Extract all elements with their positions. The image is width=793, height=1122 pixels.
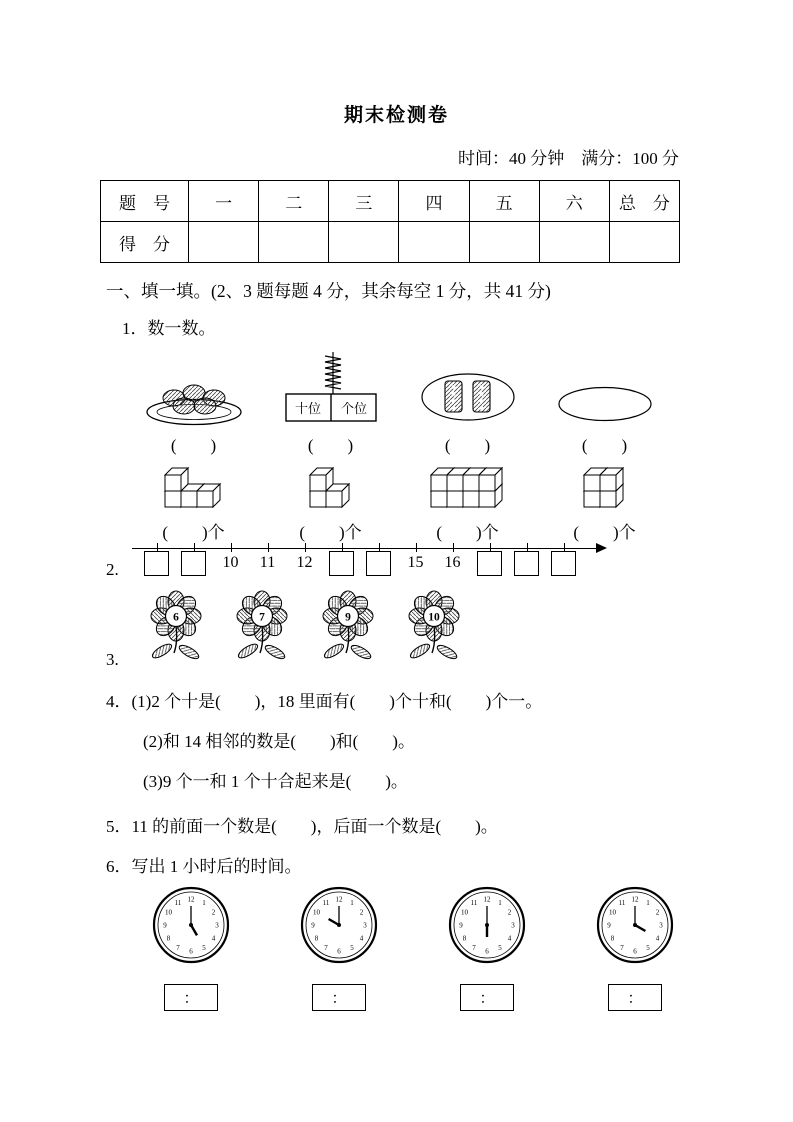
score-table-cell: 五 [469,181,539,222]
clock-face [151,885,231,970]
numberline-number: 16 [444,554,461,571]
question5-text: 5．11 的前面一个数是( )，后面一个数是( )。 [106,817,498,836]
q4-line-2: (2)和 14 相邻的数是( )和( )。 [143,732,415,751]
svg-text:3: 3 [659,921,663,930]
number-line-figure [132,538,614,590]
question1-label: 1．数一数。 [122,319,216,338]
q1-cube-figure-2 [262,455,399,543]
svg-text:12: 12 [631,895,639,904]
numberline-slot [397,550,434,576]
numberline-slot [286,550,323,576]
svg-text:9: 9 [311,921,315,930]
q1-cube-figure-1 [125,455,262,543]
q1-item-dominoes [399,342,536,456]
q6-clocks-row [150,885,676,1011]
q3-flowers-row [136,590,474,664]
q1-item-oval [536,342,673,456]
svg-text:6: 6 [633,947,637,956]
svg-text:6: 6 [485,947,489,956]
q1-cube-figure-3 [399,455,536,543]
flower-figure [308,590,388,664]
clock-item [446,885,528,1011]
flower-figure [394,590,474,664]
svg-text:2: 2 [211,908,216,917]
time-answer-box[interactable] [312,984,366,1011]
score-table-cell: 四 [399,181,469,222]
clock-item [150,885,232,1011]
svg-text:5: 5 [202,943,206,952]
numberline-number: 12 [296,554,313,571]
numberline-fill-box[interactable] [329,551,354,576]
svg-text:11: 11 [322,898,330,907]
svg-text:3: 3 [363,921,367,930]
q1-pictures-row [125,342,673,456]
numberline-number: 10 [222,554,239,571]
svg-text:1: 1 [350,898,354,907]
answer-blank[interactable]: ( ) [581,436,628,455]
numberline-slot [434,550,471,576]
score-input-cell[interactable] [259,222,329,263]
answer-blank[interactable]: ( ) [307,436,354,455]
svg-text:2: 2 [507,908,512,917]
score-row-label: 得 分 [101,222,189,263]
q1-item-counter [262,342,399,456]
svg-text:5: 5 [646,943,650,952]
svg-text:4: 4 [359,934,364,943]
place-value-counter-image [281,348,381,426]
question2-label: 2. [106,560,119,579]
page-title: 期末检测卷 [343,105,449,126]
numberline-fill-box[interactable] [551,551,576,576]
answer-blank-count[interactable]: ( )个 [299,523,362,542]
clock-item [594,885,676,1011]
q1-cube-figure-4 [536,455,673,543]
numberline-fill-box[interactable] [181,551,206,576]
cube-figure-image [580,457,630,513]
answer-blank-count[interactable]: ( )个 [436,523,499,542]
time-answer-box[interactable] [164,984,218,1011]
score-table-cell: 二 [259,181,329,222]
clock-face [299,885,379,970]
score-table-cell-label: 题 号 [101,181,189,222]
svg-text:12: 12 [483,895,491,904]
numberline-number: 15 [407,554,424,571]
svg-text:1: 1 [202,898,206,907]
flower-center-number: 9 [345,611,351,624]
clock-face [595,885,675,970]
q1-item-plate [125,342,262,456]
svg-text:8: 8 [166,934,171,943]
flower-center-number: 6 [173,611,179,624]
time-score-meta: 时间：40 分钟 满分：100 分 [458,149,679,168]
clock-item [298,885,380,1011]
numberline-fill-box[interactable] [514,551,539,576]
svg-text:10: 10 [461,908,468,917]
svg-text:4: 4 [655,934,660,943]
ones-place-label: 个位 [340,401,367,416]
tens-place-label: 十位 [294,401,321,416]
score-input-cell[interactable] [329,222,399,263]
score-table-cell: 总 分 [609,181,679,222]
colon-separator: ： [627,991,643,1007]
colon-separator: ： [331,991,347,1007]
svg-text:11: 11 [618,898,626,907]
svg-text:11: 11 [470,898,478,907]
plate-of-dumplings-image [144,356,244,426]
q4-line-1: 4．(1)2 个十是( )，18 里面有( )个十和( )个一。 [106,692,543,711]
svg-text:10: 10 [165,908,172,917]
score-table-header-row [101,181,680,222]
time-answer-box[interactable] [608,984,662,1011]
score-input-cell[interactable] [399,222,469,263]
svg-text:4: 4 [211,934,216,943]
svg-text:8: 8 [462,934,467,943]
numberline-fill-box[interactable] [477,551,502,576]
question4-block [106,682,542,802]
numberline-fill-box[interactable] [144,551,169,576]
cube-figure-image [306,461,356,513]
svg-text:7: 7 [620,943,624,952]
answer-blank[interactable]: ( ) [444,436,491,455]
svg-text:11: 11 [174,898,182,907]
score-input-cell[interactable] [469,222,539,263]
q1-cubes-row [125,455,673,543]
svg-text:7: 7 [176,943,180,952]
svg-text:6: 6 [189,947,193,956]
numberline-slot [545,550,582,576]
svg-text:10: 10 [313,908,320,917]
score-table-cell: 三 [329,181,399,222]
score-table-cell: 六 [539,181,609,222]
numberline-slot [138,550,175,576]
flower-center-number: 7 [259,611,265,624]
numberline-slot [249,550,286,576]
score-table-score-row [101,222,680,263]
svg-text:3: 3 [511,921,515,930]
colon-separator: ： [479,991,495,1007]
score-table-cell: 一 [189,181,259,222]
numberline-slot [323,550,360,576]
svg-text:9: 9 [607,921,611,930]
flower-figure [222,590,302,664]
cube-figure-image [161,461,227,513]
answer-blank[interactable]: ( ) [170,436,217,455]
numberline-slot [175,550,212,576]
time-answer-box[interactable] [460,984,514,1011]
svg-text:1: 1 [646,898,650,907]
numberline-number: 11 [259,554,276,571]
numberline-slot [360,550,397,576]
numberline-slots [138,550,582,576]
numberline-slot [212,550,249,576]
svg-text:1: 1 [498,898,502,907]
numberline-slot [508,550,545,576]
svg-text:7: 7 [324,943,328,952]
svg-text:8: 8 [610,934,615,943]
svg-text:5: 5 [350,943,354,952]
score-input-cell[interactable] [539,222,609,263]
answer-blank-count[interactable]: ( )个 [162,523,225,542]
flower-center-number: 10 [428,611,440,624]
svg-text:9: 9 [459,921,463,930]
section-one-heading: 一、填一填。(2、3 题每题 4 分，其余每空 1 分，共 41 分) [106,281,551,301]
svg-text:10: 10 [609,908,616,917]
svg-text:4: 4 [507,934,512,943]
answer-blank-count[interactable]: ( )个 [573,523,636,542]
numberline-slot [471,550,508,576]
question6-label: 6．写出 1 小时后的时间。 [106,857,302,876]
colon-separator: ： [183,991,199,1007]
question3-label: 3. [106,650,119,669]
flower-figure [136,590,216,664]
q4-line-3: (3)9 个一和 1 个十合起来是( )。 [143,772,408,791]
cube-figure-image [427,457,509,513]
svg-text:2: 2 [655,908,660,917]
svg-text:7: 7 [472,943,476,952]
score-input-cell[interactable] [609,222,679,263]
svg-text:6: 6 [337,947,341,956]
svg-text:9: 9 [163,921,167,930]
svg-text:2: 2 [359,908,364,917]
clock-face [447,885,527,970]
numberline-fill-box[interactable] [366,551,391,576]
svg-text:8: 8 [314,934,319,943]
svg-text:5: 5 [498,943,502,952]
score-input-cell[interactable] [189,222,259,263]
svg-text:12: 12 [335,895,343,904]
dominoes-in-oval-image [418,368,518,426]
empty-oval-image [555,382,655,426]
svg-text:3: 3 [215,921,219,930]
score-table [100,180,680,263]
svg-text:12: 12 [187,895,195,904]
